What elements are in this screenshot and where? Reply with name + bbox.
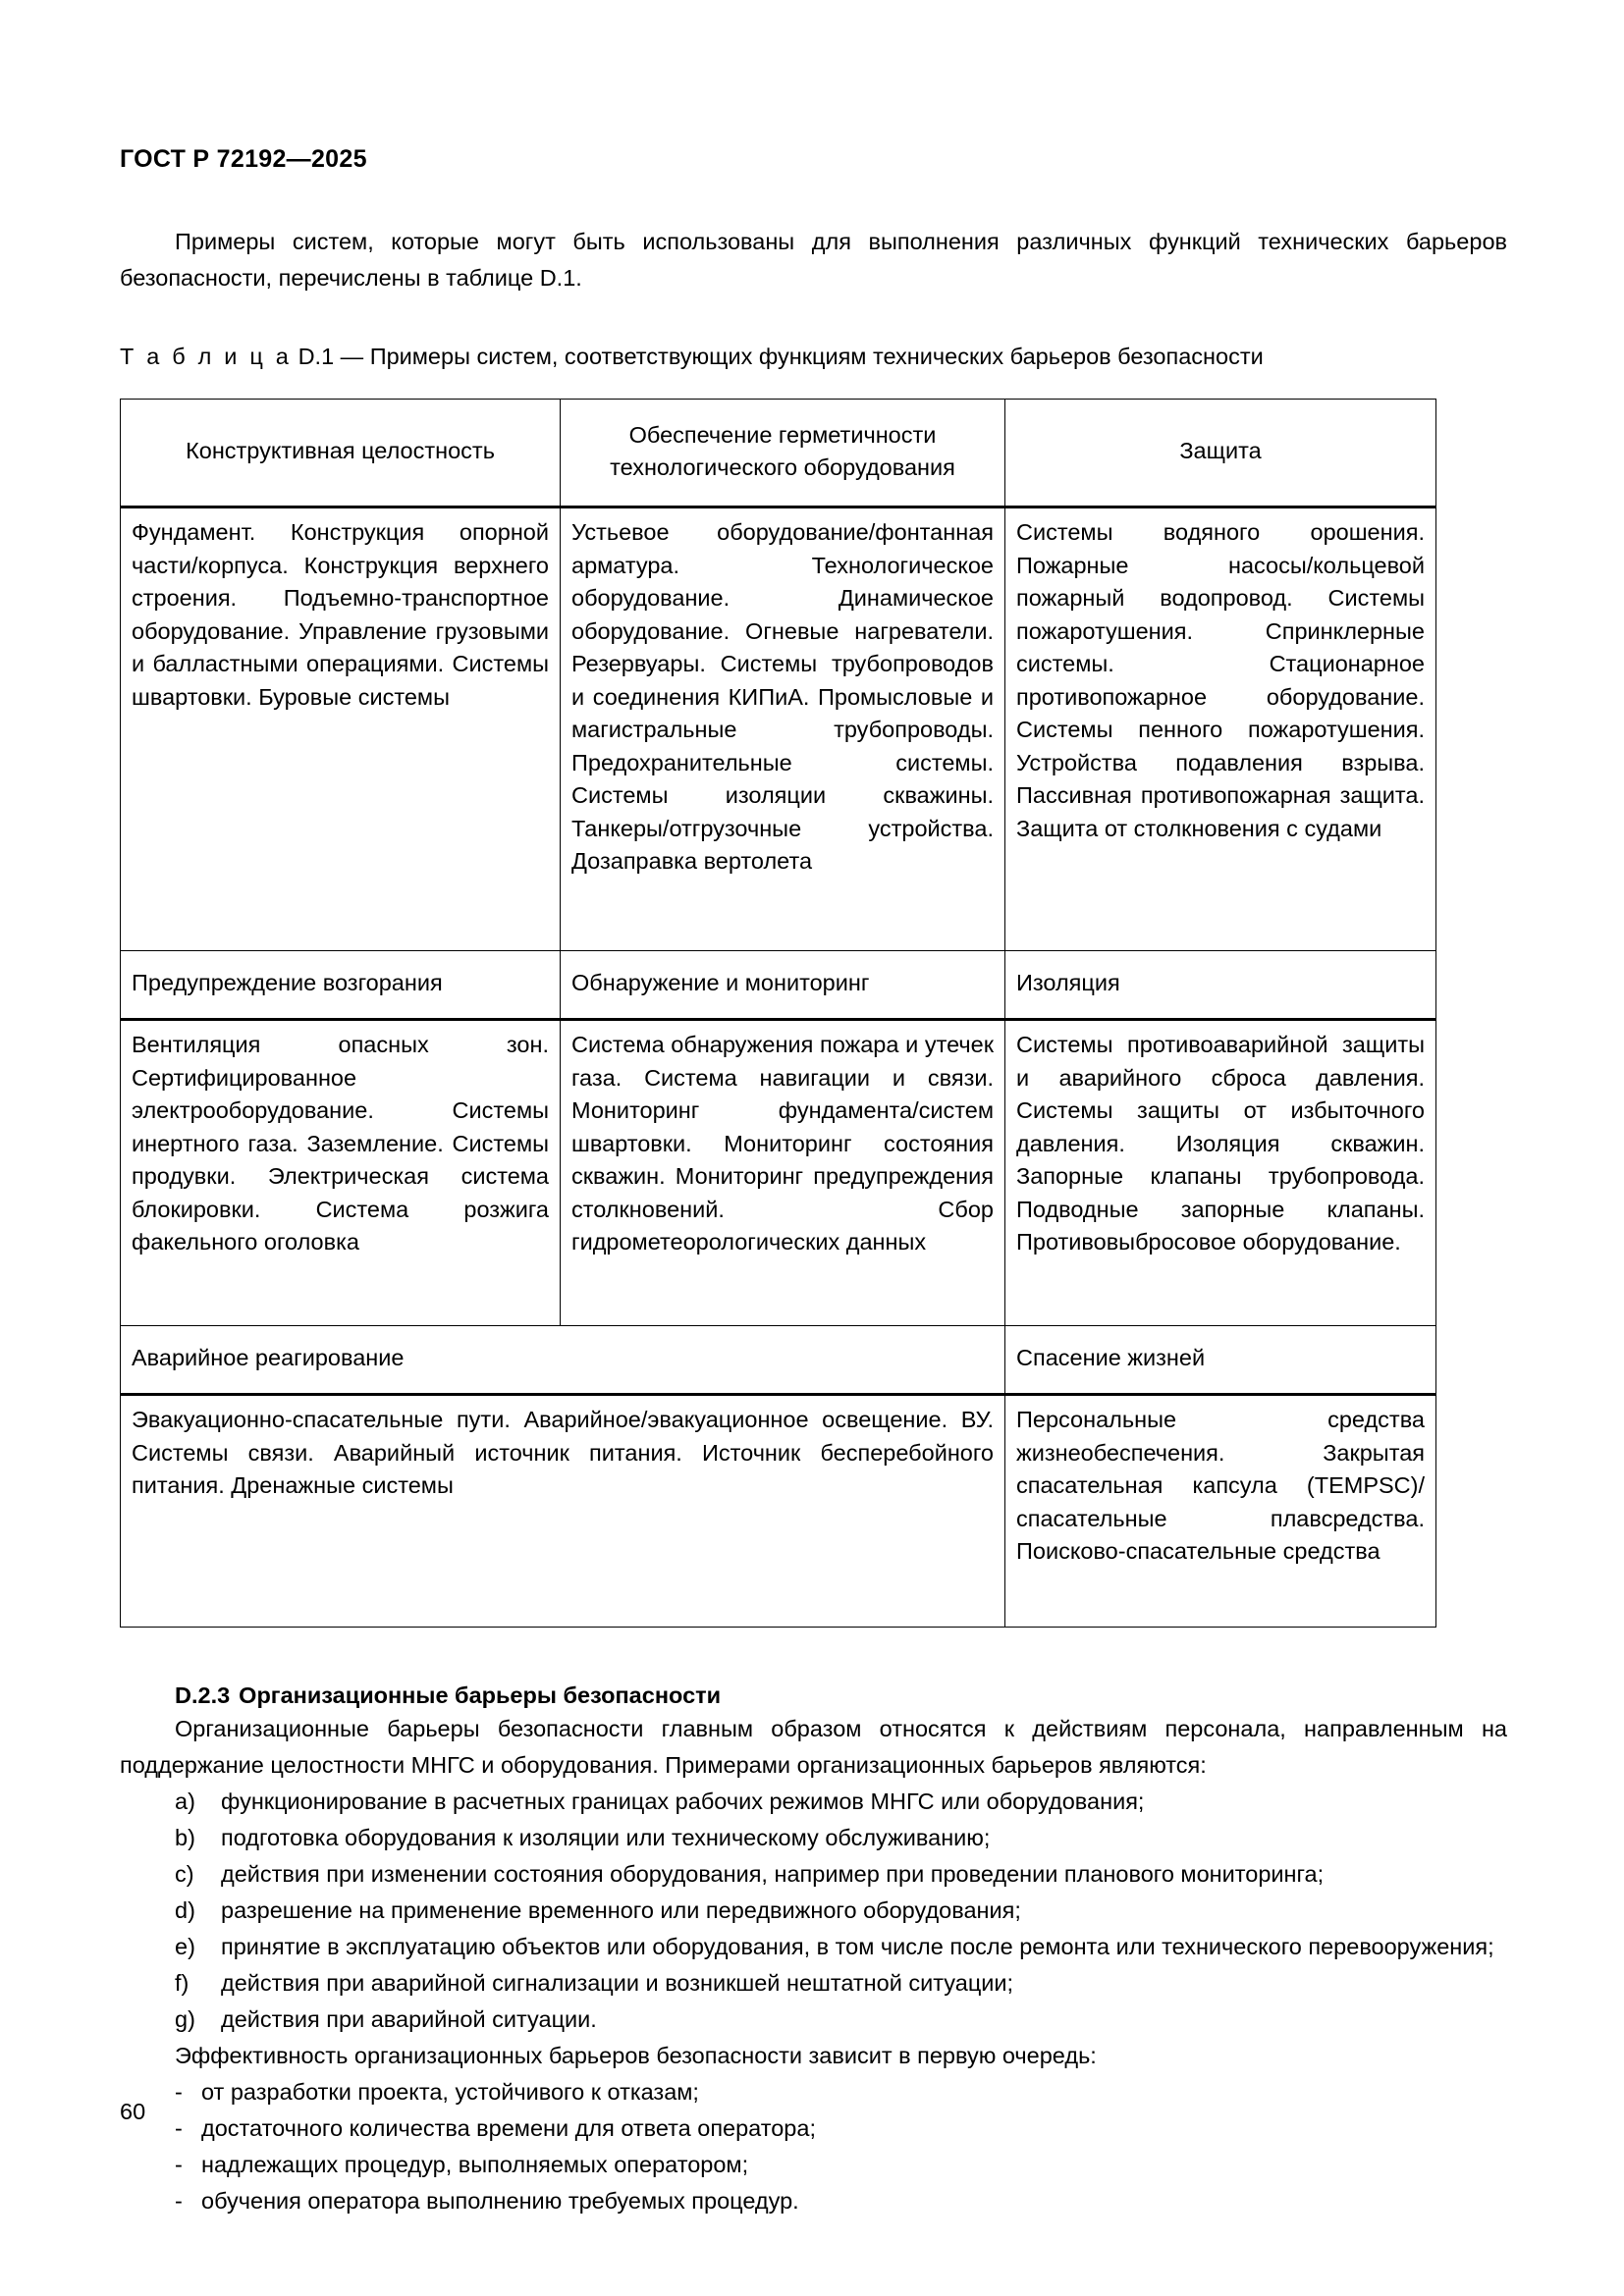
- table-body-row-2: [121, 1020, 1436, 1326]
- list-item: [120, 1893, 1507, 1929]
- table-header-cell-isolation: Изоляция: [1005, 951, 1436, 1020]
- list-item: [120, 1929, 1507, 1965]
- list-item-text: принятие в эксплуатацию объектов или оборудования, в том числе после ремонта или технического перевооружения;: [221, 1934, 1494, 1959]
- list-item-text: разрешение на применение временного или передвижного оборудования;: [221, 1897, 1021, 1923]
- table-cell-structural-integrity: Фундамент. Конструкция опорной части/корпуса. Конструкция верхнего строения. Подъемно-транспортное оборудование. Управление грузовыми и балластными операциями. Системы швартовки. Буровые системы: [121, 507, 561, 951]
- page-content: [120, 224, 1507, 2219]
- list-item: [120, 2110, 1507, 2147]
- list-item-marker: -: [175, 2079, 183, 2105]
- list-item: [120, 1784, 1507, 1820]
- list-item-text: действия при аварийной сигнализации и возникшей нештатной ситуации;: [221, 1970, 1014, 1996]
- list-item: [120, 2183, 1507, 2219]
- list-item-text: обучения оператора выполнению требуемых процедур.: [201, 2188, 799, 2214]
- intro-paragraph: Примеры систем, которые могут быть использованы для выполнения различных функций технических барьеров безопасности, перечислены в таблице D.1.: [120, 229, 1507, 291]
- table-caption-label: Т а б л и ц а: [120, 344, 293, 369]
- list-item-marker: -: [175, 2188, 183, 2214]
- effectiveness-factors-list: [120, 2074, 1507, 2219]
- list-item-marker: -: [175, 2152, 183, 2177]
- list-item-marker: c): [175, 1861, 194, 1887]
- list-item: [120, 2147, 1507, 2183]
- table-header-cell-detection-monitoring: Обнаружение и мониторинг: [561, 951, 1005, 1020]
- table-body-row-3: [121, 1395, 1436, 1628]
- table-cell-life-saving: Персональные средства жизнеобеспечения. Закрытая спасательная капсула (TEMPSC)/спасательные плавсредства. Поисково-спасательные средства: [1005, 1395, 1436, 1628]
- table-header-cell-life-saving: Спасение жизней: [1005, 1326, 1436, 1395]
- closing-paragraph: Эффективность организационных барьеров безопасности зависит в первую очередь:: [175, 2043, 1097, 2068]
- list-item-text: подготовка оборудования к изоляции или техническому обслуживанию;: [221, 1825, 991, 1850]
- list-item-text: действия при изменении состояния оборудования, например при проведении планового мониторинга;: [221, 1861, 1325, 1887]
- list-item-marker: g): [175, 2006, 195, 2032]
- list-item: [120, 1965, 1507, 2002]
- list-item: [120, 2074, 1507, 2110]
- table-header-row-3: [121, 1326, 1436, 1395]
- list-item-marker: f): [175, 1970, 189, 1996]
- list-item-text: от разработки проекта, устойчивого к отказам;: [201, 2079, 699, 2105]
- page-number: 60: [120, 2099, 146, 2124]
- section-title: Организационные барьеры безопасности: [239, 1682, 722, 1708]
- table-cell-isolation: Системы противоаварийной защиты и аварийного сброса давления. Системы защиты от избыточного давления. Изоляция скважин. Запорные клапаны трубопровода. Подводные запорные клапаны. Противовыбросовое оборудование.: [1005, 1020, 1436, 1326]
- section-number: D.2.3: [175, 1682, 231, 1708]
- table-caption-text: D.1 — Примеры систем, соответствующих функциям технических барьеров безопасности: [298, 344, 1264, 369]
- list-item-text: действия при аварийной ситуации.: [221, 2006, 597, 2032]
- list-item-text: достаточного количества времени для ответа оператора;: [201, 2115, 816, 2141]
- list-item-marker: b): [175, 1825, 195, 1850]
- list-item: [120, 1820, 1507, 1856]
- table-header-cell-emergency-response: Аварийное реагирование: [121, 1326, 1005, 1395]
- document-standard-header: ГОСТ Р 72192—2025: [120, 145, 367, 173]
- table-cell-protection: Системы водяного орошения. Пожарные насосы/кольцевой пожарный водопровод. Системы пожаротушения. Спринклерные системы. Стационарное противопожарное оборудование. Системы пенного пожаротушения. Устройства подавления взрыва. Пассивная противопожарная защита. Защита от столкновения с судами: [1005, 507, 1436, 951]
- table-header-row-2: [121, 951, 1436, 1020]
- table-cell-containment: Устьевое оборудование/фонтанная арматура. Технологическое оборудование. Динамическое оборудование. Огневые нагреватели. Резервуары. Системы трубопроводов и соединения КИПиА. Промысловые и магистральные трубопроводы. Предохранительные системы. Системы изоляции скважины. Танкеры/отгрузочные устройства. Дозаправка вертолета: [561, 507, 1005, 951]
- list-item-marker: -: [175, 2115, 183, 2141]
- table-header-cell-protection: Защита: [1005, 400, 1436, 507]
- table-header-cell-structural-integrity: Конструктивная целостность: [121, 400, 561, 507]
- table-caption: [120, 340, 1507, 373]
- table-d1: [120, 399, 1436, 1628]
- list-item-marker: a): [175, 1789, 195, 1814]
- table-cell-emergency-response: Эвакуационно-спасательные пути. Аварийное/эвакуационное освещение. ВУ. Системы связи. Аварийный источник питания. Источник бесперебойного питания. Дренажные системы: [121, 1395, 1005, 1628]
- list-item-text: функционирование в расчетных границах рабочих режимов МНГС или оборудования;: [221, 1789, 1145, 1814]
- table-header-cell-containment: Обеспечение герметичности технологического оборудования: [561, 400, 1005, 507]
- table-header-row-1: [121, 400, 1436, 507]
- table-cell-detection-monitoring: Система обнаружения пожара и утечек газа. Система навигации и связи. Мониторинг фундамента/систем швартовки. Мониторинг состояния скважин. Мониторинг предупреждения столкновений. Сбор гидрометеорологических данных: [561, 1020, 1005, 1326]
- list-item: [120, 2002, 1507, 2038]
- list-item-marker: e): [175, 1934, 195, 1959]
- list-item-text: надлежащих процедур, выполняемых оператором;: [201, 2152, 749, 2177]
- section-paragraph: Организационные барьеры безопасности главным образом относятся к действиям персонала, направленным на поддержание целостности МНГС и оборудования. Примерами организационных барьеров являются:: [120, 1716, 1507, 1778]
- section-heading: [120, 1682, 1507, 1709]
- table-header-cell-ignition-prevention: Предупреждение возгорания: [121, 951, 561, 1020]
- list-item-marker: d): [175, 1897, 195, 1923]
- organisational-barriers-list: [120, 1784, 1507, 2038]
- table-body-row-1: [121, 507, 1436, 951]
- list-item: [120, 1856, 1507, 1893]
- table-cell-ignition-prevention: Вентиляция опасных зон. Сертифицированное электрооборудование. Системы инертного газа. Заземление. Системы продувки. Электрическая система блокировки. Система розжига факельного оголовка: [121, 1020, 561, 1326]
